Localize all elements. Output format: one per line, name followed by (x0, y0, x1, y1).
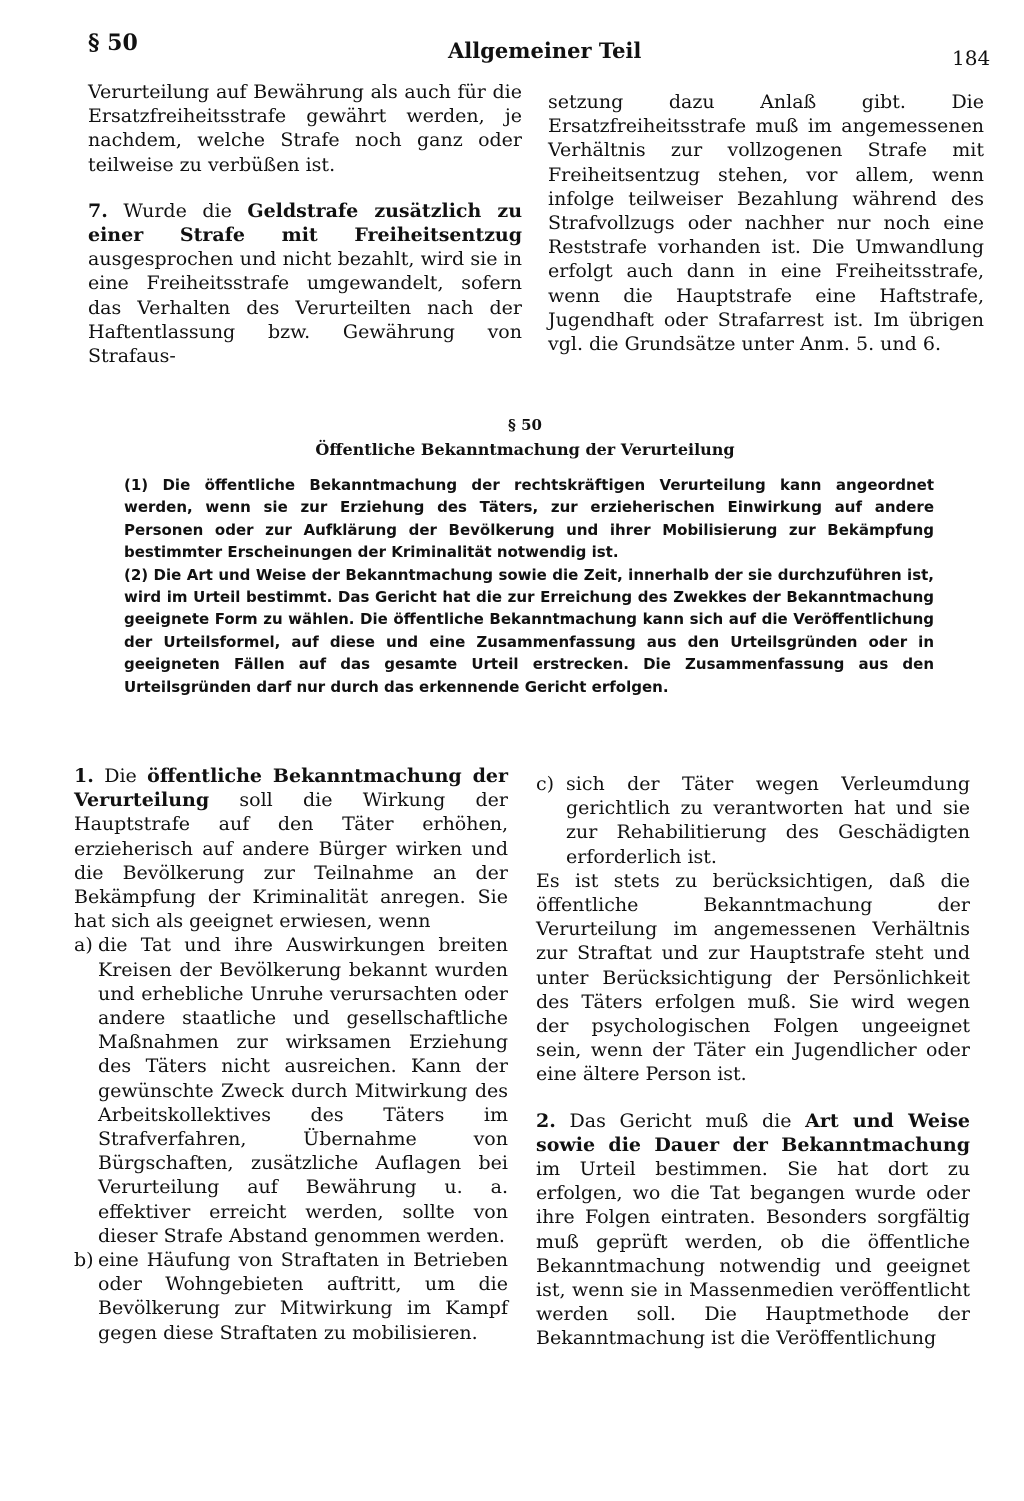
header-section: § 50 (88, 30, 138, 56)
list-item-b (74, 1248, 508, 1345)
paragraph-continuation: setzung dazu Anlaß gibt. Die Ersatzfreiheitsstrafe muß im angemessenen Verhältnis zur vollzogenen Strafe mit Freiheitsentzug stehen, vor allem, wenn infolge teilweiser Bezahlung während des Strafvollzugs oder nachher nur noch eine Reststrafe vorhanden ist. Die Umwandlung erfolgt auch dann in eine Freiheitsstrafe, wenn die Hauptstrafe eine Haftstrafe, Jugendhaft oder Strafarrest ist. Im übrigen vgl. die Grundsätze unter Anm. 5. und 6. (548, 91, 984, 356)
bottom-left-column (74, 764, 508, 1345)
page-number: 184 (952, 46, 991, 70)
text-run: ausgesprochen und nicht bezahlt, wird sie in eine Freiheitsstrafe umgewandelt, sofern das Verhalten des Verurteilten nach der Haftentlassung bzw. Gewährung von Strafaus- (88, 248, 522, 368)
annotation-number: 7. (88, 199, 108, 222)
paragraph: Es ist stets zu berücksichtigen, daß die öffentliche Bekanntmachung der Verurteilung im angemessenen Verhältnis zur Straftat und zur Hauptstrafe steht und unter Berücksichtigung der Persönlichkeit des Täters erfolgen muß. Sie wird wegen der psychologischen Folgen ungeeignet sein, wenn der Täter ein Jugendlicher oder eine ältere Person ist. (536, 869, 970, 1086)
law-section-title: Öffentliche Bekanntmachung der Verurteilung (315, 440, 735, 459)
annotation-2 (536, 1109, 970, 1351)
text-run: Wurde die (107, 199, 248, 222)
top-right-column (548, 90, 984, 356)
bold-term: Geldstrafe zusätzlich zu einer Strafe mit Freiheitsentzug (88, 199, 523, 247)
header-title: Allgemeiner Teil (448, 38, 642, 63)
annotation-number: 1. (74, 765, 94, 787)
annotation-1 (74, 764, 508, 933)
list-text: die Tat und ihre Auswirkungen breiten Kreisen der Bevölkerung bekannt wurden und erhebliche Unruhe verursachten oder andere staatliche und gesellschaftliche Maßnahmen zur wirksamen Erziehung des Täters nicht ausreichen. Kann der gewünschte Zweck durch Mitwirkung des Arbeitskollektives des Täters im Strafverfahren, Übernahme von Bürgschaften, zusätzliche Auflagen bei Verurteilung auf Bewährung u. a. effektiver erreicht werden, sollte von dieser Strafe Abstand genommen werden. (98, 934, 508, 1247)
law-text (124, 474, 934, 698)
text-run: soll die Wirkung der Hauptstrafe auf den Täter erhöhen, erzieherisch auf andere Bürger wirken und die Bevölkerung zur Teilnahme an der Bekämpfung der Kriminalität anregen. Sie hat sich als geeignet erwiesen, wenn (74, 789, 508, 933)
bottom-right-column (536, 772, 970, 1351)
law-paragraph-2: (2) Die Art und Weise der Bekanntmachung sowie die Zeit, innerhalb der sie durchzuführen ist, wird im Urteil bestimmt. Das Gericht hat die zur Erreichung des Zwekkes der Bekanntmachung geeignete Form zu wählen. Die öffentliche Bekanntmachung kann sich auf die Veröffentlichung der Urteilsformel, auf diese und eine Zusammenfassung aus den Urteilsgründen oder in geeigneten Fällen auf das gesamte Urteil erstrecken. Die Zusammenfassung aus den Urteilsgründen darf nur durch das erkennende Gericht erfolgen. (124, 565, 934, 696)
list-item-c (536, 772, 970, 869)
text-run: Die (93, 765, 148, 787)
list-label: a) (74, 934, 93, 957)
paragraph-continuation: Verurteilung auf Bewährung als auch für die Ersatzfreiheitsstrafe gewährt werden, je nachdem, welche Strafe noch ganz oder teilweise zu verbüßen ist. (88, 81, 522, 176)
top-left-column (88, 80, 522, 368)
annotation-number: 2. (536, 1109, 556, 1132)
text-run: Das Gericht muß die (555, 1109, 806, 1132)
list-text: eine Häufung von Straftaten in Betrieben oder Wohngebieten auftritt, um die Bevölkerung zur Mitwirkung im Kampf gegen diese Straftaten zu mobilisieren. (98, 1249, 508, 1344)
annotation-7 (88, 199, 522, 368)
list-text: sich der Täter wegen Verleumdung gerichtlich zu verantworten hat und sie zur Rehabilitierung des Geschädigten erforderlich ist. (566, 773, 970, 868)
list-label: c) (536, 773, 555, 795)
list-label: b) (74, 1249, 94, 1272)
law-paragraph-1: (1) Die öffentliche Bekanntmachung der rechtskräftigen Verurteilung kann angeordnet werden, wenn sie zur Erziehung des Täters, zur erzieherischen Einwirkung auf andere Personen oder zur Aufklärung der Bevölkerung und ihrer Mobilisierung zur Bekämpfung bestimmter Erscheinungen der Kriminalität notwendig ist. (124, 476, 934, 562)
text-run: im Urteil bestimmen. Sie hat dort zu erfolgen, wo die Tat begangen wurde oder ihre Folgen eintraten. Besonders sorgfältig muß geprüft werden, ob die öffentliche Bekanntmachung notwendig und geeignet ist, wenn sie in Massenmedien veröffentlicht werden soll. Die Hauptmethode der Bekanntmachung ist die Veröffentlichung (536, 1158, 970, 1350)
law-section-number: § 50 (508, 416, 542, 434)
bold-term: öffentliche Bekanntmachung der Verurteilung (74, 765, 508, 812)
list-item-a (74, 933, 508, 1248)
bold-term: Art und Weise sowie die Dauer der Bekanntmachung (536, 1109, 970, 1156)
